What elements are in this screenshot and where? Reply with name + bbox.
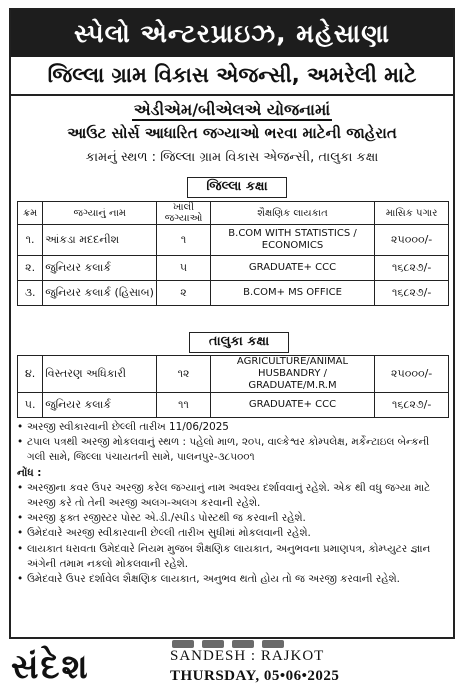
row-no: ૨. [18, 256, 43, 281]
row-post: આંકડા મદદનીશ [43, 225, 157, 256]
table-row [18, 256, 449, 281]
row-no: ૪. [18, 356, 43, 393]
note-item: • અરજીના કવર ઉપર અરજી કરેલ જગ્યાનું નામ અવશ્ય દર્શાવવાનું રહેશે. એક થી વધુ જગ્યા માટે અરજી કરે તો તેની અરજી અલગ-અલગ કરવાની રહેશે. [17, 481, 447, 511]
row-qualification: B.COM WITH STATISTICS / ECONOMICS [210, 225, 375, 256]
ad-title: આઉટ સોર્સ આધારિત જગ્યાઓ ભરવા માટેની જાહેરાત [67, 124, 397, 142]
row-post: વિસ્તરણ અધિકારી [43, 356, 157, 393]
row-vacancies: ૧ [157, 225, 210, 256]
table-row [18, 356, 449, 393]
table-row [18, 281, 449, 306]
social-icon [202, 640, 224, 648]
row-post: જુનિયર કલાર્ક (હિસાબ) [43, 281, 157, 306]
table-row [18, 393, 449, 418]
work-place: કામનું સ્થળ : જિલ્લા ગ્રામ વિકાસ એજન્સી, તાલુકા કક્ષા [85, 150, 379, 165]
section-taluka: તાલુકા કક્ષા [189, 332, 289, 353]
deadline-note: • અરજી સ્વીકારવાની છેલ્લી તારીખ 11/06/2025 [17, 420, 447, 435]
row-salary: ૨૫૦૦૦/- [375, 225, 449, 256]
table-row [18, 225, 449, 256]
section-district: જિલ્લા કક્ષા [187, 177, 287, 198]
row-post: જુનિયર કલાર્ક [43, 256, 157, 281]
row-vacancies: ૧૧ [157, 393, 210, 418]
col-post: જગ્યાનું નામ [43, 202, 157, 225]
col-no: ક્રમ [18, 202, 43, 225]
row-salary: ૧૬૮૨૭/- [375, 393, 449, 418]
note-item: • અરજી ફક્ત રજીસ્ટર પોસ્ટ એ.ડી./સ્પીડ પોસ્ટથી જ કરવાની રહેશે. [17, 511, 447, 526]
social-icon [172, 640, 194, 648]
row-no: ૩. [18, 281, 43, 306]
row-qualification: GRADUATE+ CCC [210, 256, 375, 281]
col-qualification: શૈક્ષણિક લાયકાત [210, 202, 375, 225]
notes-section [17, 420, 447, 587]
agency-title: સ્પેલો એન્ટરપ્રાઇઝ, મહેસાણા [11, 10, 453, 57]
newspaper-source: SANDESH : RAJKOT [170, 648, 325, 664]
address-note: • ટપાલ પત્રથી અરજી મોકલવાનું સ્થળ : પહેલો માળ, ૨૦૫, વાલ્કેશ્વર કોમ્પલેક્ષ, મર્કેન્ટાઇલ બેન્કની ગલી સામે, જિલ્લા પંચાયતની સામે, પાલનપુર-૩૮૫૦૦૧ [17, 435, 447, 465]
row-salary: ૧૬૮૨૭/- [375, 256, 449, 281]
scheme-heading [11, 100, 453, 120]
col-salary: માસિક પગાર [375, 202, 449, 225]
table-header-row [18, 202, 449, 225]
scheme-text: એડીએમ/બીએલએ યોજનામાં [133, 100, 331, 119]
row-salary: ૧૬૮૨૭/- [375, 281, 449, 306]
row-no: ૫. [18, 393, 43, 418]
note-item: • લાયકાત ધરાવતા ઉમેદવારે નિયમ મુજબ શૈક્ષણિક લાયકાત, અનુભવના પ્રમાણપત્ર, કોમ્પ્યુટર જ્ઞાન અંગેની તમામ નકલો મોકલવાની રહેશે. [17, 542, 447, 572]
col-vacancies: ખાલી જગ્યાઓ [157, 202, 210, 225]
row-salary: ૨૫૦૦૦/- [375, 356, 449, 393]
social-icon [262, 640, 284, 648]
social-icon [232, 640, 254, 648]
agency-subtitle: જિલ્લા ગ્રામ વિકાસ એજન્સી, અમરેલી માટે [11, 57, 453, 96]
notes-heading: નોંધ : [17, 466, 42, 479]
row-no: ૧. [18, 225, 43, 256]
row-vacancies: ૫ [157, 256, 210, 281]
job-advertisement [9, 8, 455, 639]
sandesh-logo: સંદેશ [11, 646, 161, 688]
taluka-table [17, 355, 449, 418]
row-vacancies: ૨ [157, 281, 210, 306]
row-qualification: GRADUATE+ CCC [210, 393, 375, 418]
publication-date: THURSDAY, 05•06•2025 [170, 668, 340, 684]
row-vacancies: ૧૨ [157, 356, 210, 393]
row-qualification: B.COM+ MS OFFICE [210, 281, 375, 306]
note-item: • ઉમેદવારે ઉપર દર્શાવેલ શૈક્ષણિક લાયકાત, અનુભવ થતો હોય તો જ અરજી કરવાની રહેશે. [17, 572, 447, 587]
district-table [17, 201, 449, 306]
note-item: • ઉમેદવારે અરજી સ્વીકારવાની છેલ્લી તારીખ સુધીમાં મોકલવાની રહેશે. [17, 526, 447, 541]
row-post: જુનિયર કલાર્ક [43, 393, 157, 418]
row-qualification: AGRICULTURE/ANIMAL HUSBANDRY / GRADUATE/M.R.M [210, 356, 375, 393]
